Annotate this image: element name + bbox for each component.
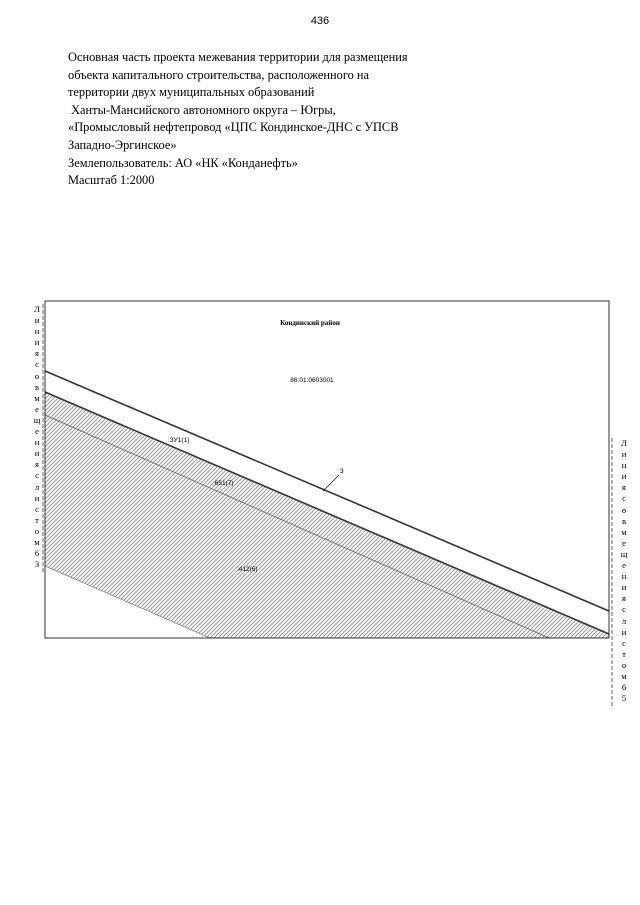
header-line: Основная часть проекта межевания территории для размещения [68, 50, 408, 64]
parcel-label-651: :651(7) [213, 480, 234, 487]
header-line: объекта капитального строительства, расположенного на [68, 67, 370, 82]
page-number: 436 [310, 15, 330, 27]
header-line: территории двух муниципальных образований [68, 85, 315, 100]
parcel-label-zu1: :ЗУ1(1) [168, 437, 190, 444]
line-number-label: 3 [340, 468, 344, 475]
header-line: Землепользователь: АО «НК «Конданефть» [68, 155, 298, 170]
district-label: Кондинский район [280, 319, 340, 327]
leader-line [323, 475, 339, 491]
header-line: Ханты-Мансийского автономного округа – Югры, [68, 102, 336, 117]
cadastral-quarter-label: 86:01:0603001 [290, 377, 334, 384]
header-line: «Промысловый нефтепровод «ЦПС Кондинское-ДНС с УПСВ [68, 120, 399, 135]
header-line: Западно-Эргинское» [68, 137, 177, 152]
match-line-label-left: Л и н и я с о в м е щ е н и я с л и с т о м 6 3 [33, 304, 41, 570]
match-line-label-right: Л и н и я с о в м е щ е н и я с л и с т о м 6 5 [620, 438, 628, 704]
parcel-label-412: :412(6) [237, 566, 258, 573]
header-line: Масштаб 1:2000 [68, 173, 155, 188]
